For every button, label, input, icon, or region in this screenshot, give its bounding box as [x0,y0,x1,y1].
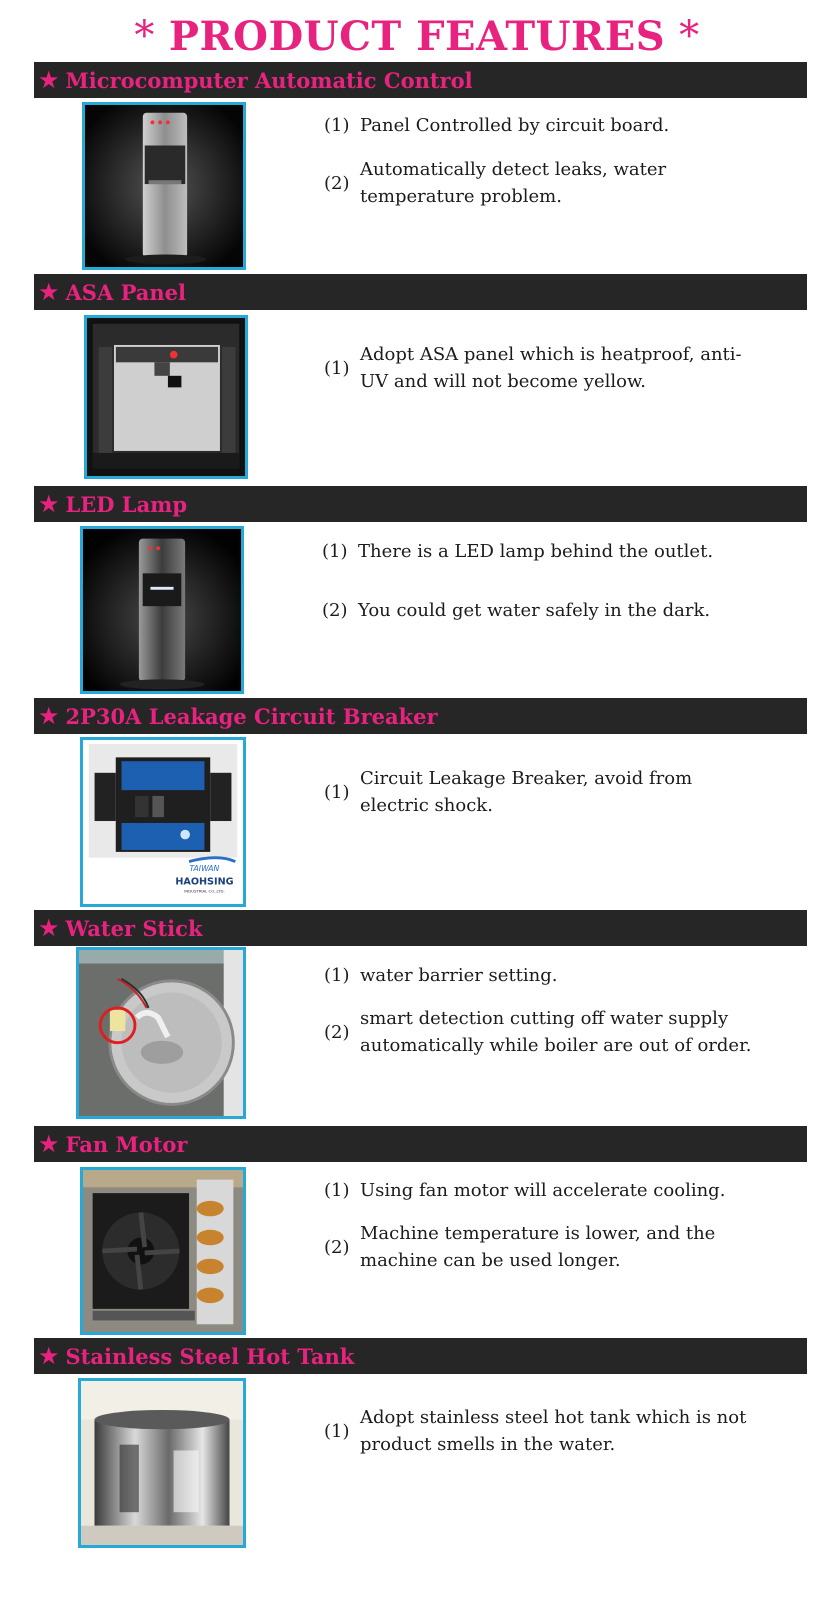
feature-section-water-stick [34,910,807,1126]
section-heading: 2P30A Leakage Circuit Breaker [65,703,438,729]
item-number: (1) [324,115,350,136]
section-heading: ASA Panel [65,279,187,305]
item-number: (1) [322,541,348,562]
feature-section-fan-motor [34,1126,807,1338]
feature-item [324,112,780,139]
section-heading: LED Lamp [65,491,188,517]
feature-item [324,765,750,819]
section-header-bar [34,62,807,98]
item-text: smart detection cutting off water supply automatically while boiler are out of order. [360,1008,752,1056]
feature-section-microcomputer [34,62,807,274]
feature-section-hot-tank [34,1338,807,1606]
item-number: (1) [324,1420,350,1442]
feature-section-led-lamp [34,486,807,698]
water-dispenser-silver-photo [82,102,246,270]
dispenser-panel-closeup-photo [84,315,248,479]
item-text: There is a LED lamp behind the outlet. [358,541,714,562]
feature-section-circuit-breaker [34,698,807,910]
water-stick-boiler-photo [76,947,246,1119]
feature-item [324,962,780,989]
section-heading: Stainless Steel Hot Tank [65,1343,355,1369]
feature-item [322,597,778,624]
item-text: Automatically detect leaks, water temperature problem. [360,159,667,207]
circuit-breaker-photo [80,737,246,907]
section-heading: Microcomputer Automatic Control [65,67,473,93]
fan-motor-photo [80,1167,246,1335]
star-icon: ★ [38,702,60,730]
section-header-bar [34,1126,807,1162]
section-header-bar [34,274,807,310]
star-icon: ★ [38,490,60,518]
section-header-bar [34,486,807,522]
item-text: Adopt stainless steel hot tank which is not product smells in the water. [360,1407,747,1455]
item-number: (2) [324,172,350,194]
feature-item [322,538,778,565]
section-header-bar [34,698,807,734]
dispenser-led-dark-photo [80,526,244,694]
item-number: (1) [324,357,350,379]
page-title-text: PRODUCT FEATURES [168,12,666,60]
item-text: water barrier setting. [360,965,558,986]
item-text: Machine temperature is lower, and the machine can be used longer. [360,1223,716,1271]
feature-item [324,1005,780,1059]
brand-sub-text: INDUSTRIAL CO.,LTD. [184,888,225,894]
feature-item [324,156,720,210]
page-title [0,10,834,62]
star-icon: ★ [38,914,60,942]
item-number: (1) [324,965,350,986]
item-number: (1) [324,1180,350,1201]
section-heading: Fan Motor [65,1131,188,1157]
asterisk-icon: * [679,13,700,59]
asterisk-icon: * [134,13,155,59]
item-text: Adopt ASA panel which is heatproof, anti-UV and will not become yellow. [360,344,742,392]
section-header-bar [34,910,807,946]
star-icon: ★ [38,66,60,94]
brand-tag-text: TAIWAN [189,864,220,874]
item-text: You could get water safely in the dark. [358,600,711,621]
feature-item [324,1404,770,1458]
star-icon: ★ [38,1342,60,1370]
feature-item [324,1177,780,1204]
star-icon: ★ [38,1130,60,1158]
item-text: Using fan motor will accelerate cooling. [360,1180,726,1201]
section-header-bar [34,1338,807,1374]
brand-name-text: HAOHSING [175,876,234,888]
item-text: Panel Controlled by circuit board. [360,115,670,136]
item-number: (2) [324,1236,350,1258]
feature-item [324,1220,765,1274]
item-number: (1) [324,781,350,803]
hot-tank-photo [78,1378,246,1548]
feature-item [324,341,760,395]
item-text: Circuit Leakage Breaker, avoid from electric shock. [360,768,693,816]
star-icon: ★ [38,278,60,306]
item-number: (2) [322,600,348,621]
section-heading: Water Stick [65,915,203,941]
item-number: (2) [324,1021,350,1043]
feature-section-asa-panel [34,274,807,486]
